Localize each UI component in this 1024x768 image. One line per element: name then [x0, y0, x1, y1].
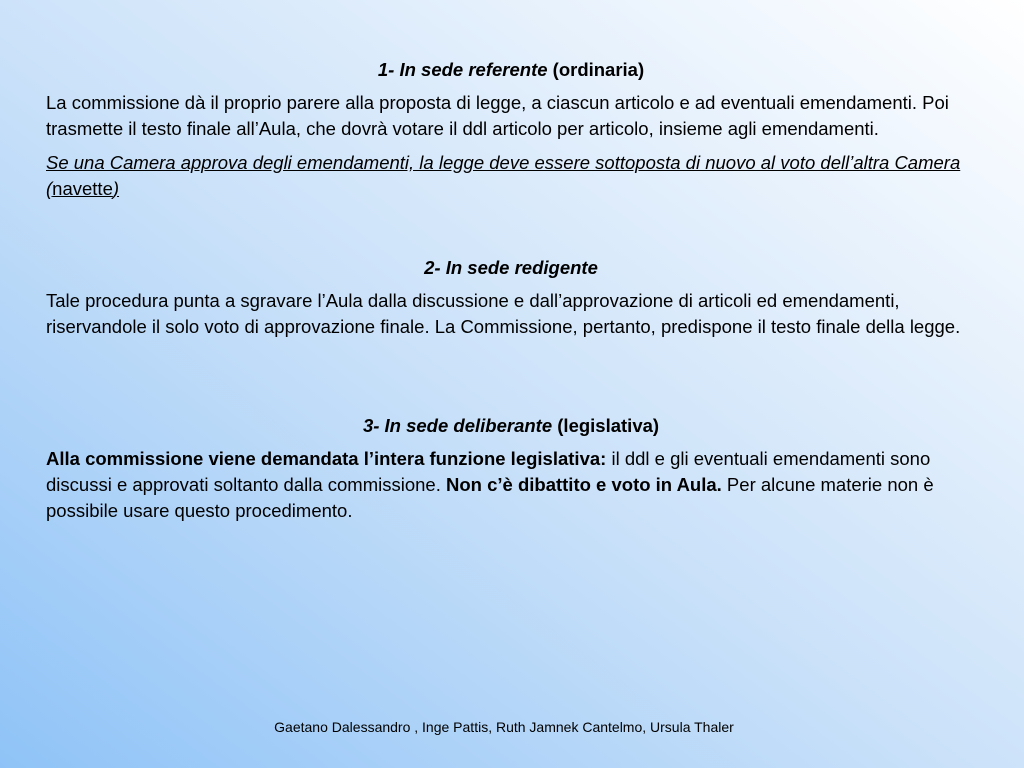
section-1-body: La commissione dà il proprio parere alla proposta di legge, a ciascun articolo e ad eventuali emendamenti. Poi trasmette il testo finale all’Aula, che dovrà votare il ddl articolo per articolo, insieme agli emendamenti.	[46, 92, 949, 139]
section-1-subtitle: (ordinaria)	[547, 59, 645, 80]
section-1-note-term: navette	[52, 178, 113, 199]
section-3-body	[46, 446, 976, 524]
section-1-note	[46, 150, 976, 202]
footer-authors: Gaetano Dalessandro , Inge Pattis, Ruth Jamnek Cantelmo, Ursula Thaler	[274, 719, 734, 735]
section-1-title: 1- In sede referente	[377, 59, 548, 80]
section-2-title: 2- In sede redigente	[424, 257, 598, 278]
section-1-note-text: Se una Camera approva degli emendamenti, la legge deve essere sottoposta di nuovo al voto dell’altra Camera (	[46, 152, 961, 199]
section-1-heading	[46, 58, 976, 82]
slide-content	[46, 58, 976, 532]
section-3-body-text-1: il ddl e gli eventuali emendamenti sono discussi e approvati soltanto dalla commissione.	[46, 448, 931, 495]
section-2-heading	[46, 256, 976, 280]
section-2-body: Tale procedura punta a sgravare l’Aula dalla discussione e dall’approvazione di articoli ed emendamenti, riservandole il solo voto di approvazione finale. La Commissione, pertanto, predispone il testo finale della legge.	[46, 290, 961, 337]
section-3-title: 3- In sede deliberante	[362, 415, 553, 436]
section-3-body-emphasis: Non c’è dibattito e voto in Aula.	[446, 474, 722, 495]
section-3-body-lead: Alla commissione viene demandata l’intera funzione legislativa:	[46, 448, 607, 469]
section-3-subtitle: (legislativa)	[552, 415, 660, 436]
section-3-heading	[46, 414, 976, 438]
section-3-body-text-2: Per alcune materie non è possibile usare questo procedimento.	[46, 474, 934, 521]
section-1-note-close: )	[112, 178, 120, 199]
